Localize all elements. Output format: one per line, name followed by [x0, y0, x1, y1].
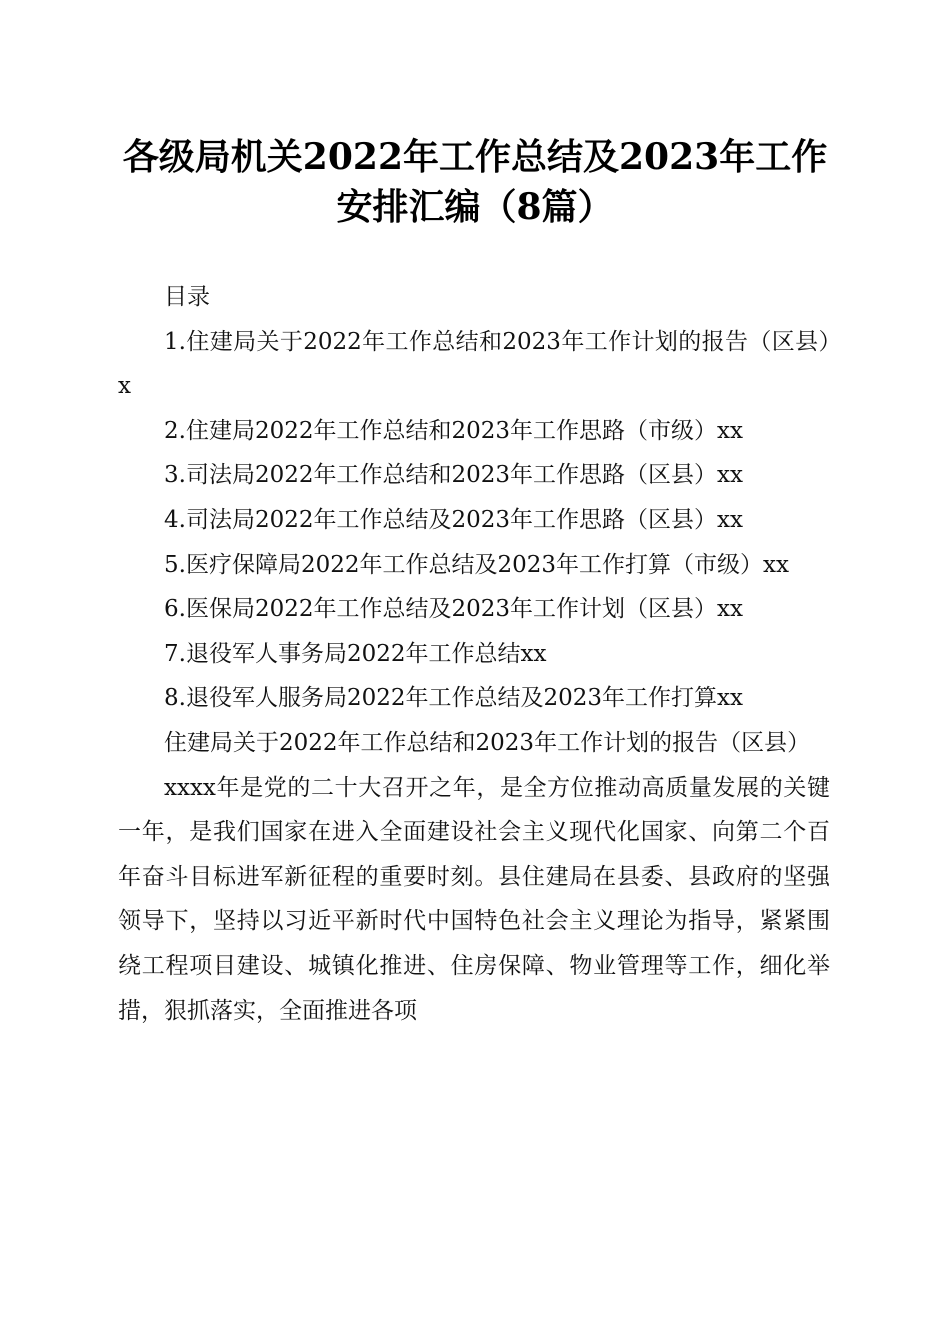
body-paragraph: xxxx年是党的二十大召开之年，是全方位推动高质量发展的关键一年，是我们国家在进入全面建设社会主义现代化国家、向第二个百年奋斗目标进军新征程的重要时刻。县住建局在县委、县政府的坚强领导下，坚持以习近平新时代中国特色社会主义理论为指导，紧紧围绕工程项目建设、城镇化推进、住房保障、物业管理等工作，细化举措，狠抓落实，全面推进各项 [118, 774, 830, 1024]
section-title: 住建局关于2022年工作总结和2023年工作计划的报告（区县） [164, 729, 811, 756]
toc-item-8: 8.退役军人服务局2022年工作总结及2023年工作打算xx [164, 685, 743, 712]
toc-heading: 目录 [164, 284, 210, 310]
toc-item-3: 3.司法局2022年工作总结和2023年工作思路（区县）xx [164, 462, 743, 489]
toc-item-6: 6.医保局2022年工作总结及2023年工作计划（区县）xx [164, 596, 743, 623]
document-title: 各级局机关2022年工作总结及2023年工作安排汇编（8篇） [122, 136, 828, 228]
toc-item-5: 5.医疗保障局2022年工作总结及2023年工作打算（市级）xx [164, 551, 789, 578]
toc-item-7: 7.退役军人事务局2022年工作总结xx [164, 640, 547, 667]
toc-item-2: 2.住建局2022年工作总结和2023年工作思路（市级）xx [164, 417, 743, 444]
document-body [118, 275, 830, 1033]
toc-item-4: 4.司法局2022年工作总结及2023年工作思路（区县）xx [164, 506, 743, 533]
toc-item-1: 1.住建局关于2022年工作总结和2023年工作计划的报告（区县）x [118, 328, 830, 400]
